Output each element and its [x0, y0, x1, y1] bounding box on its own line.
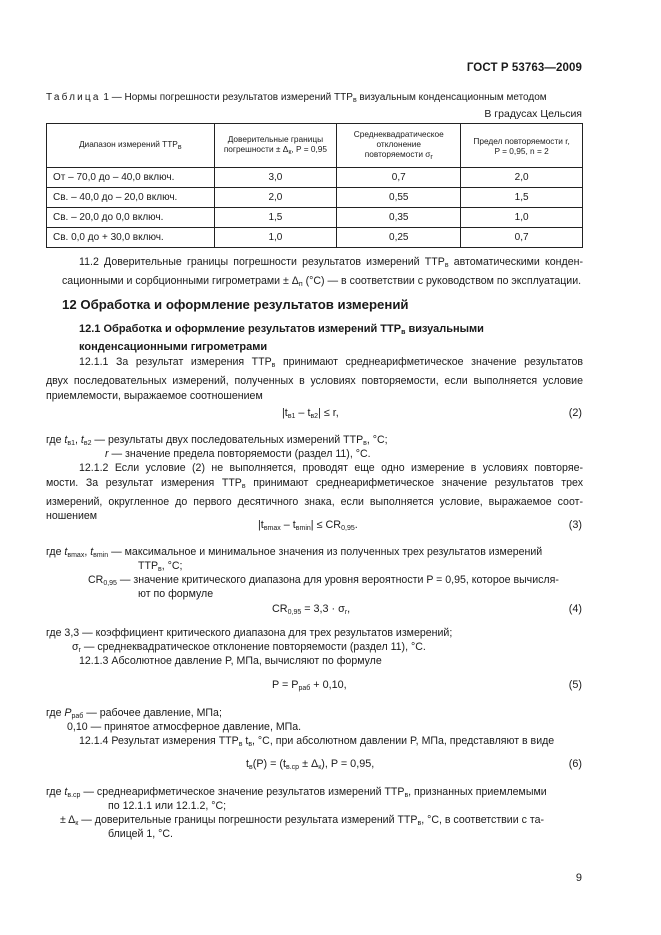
paragraph-12-1-4: 12.1.4 Результат измерения $ТТР_в$ $t_в$, °С, при абсолютном давлении P, МПа, представляют в виде [79, 735, 555, 748]
header-repeatability: Предел повторяемости r, P = 0,95, n = 2 [461, 124, 583, 168]
cell-range: От – 70,0 до – 40,0 включ. [47, 168, 215, 188]
cell-delta: 2,0 [214, 188, 337, 208]
page-number: 9 [575, 872, 582, 884]
where-2-line2: r — значение предела повторяемости (раздел 11), °С. [105, 448, 371, 460]
paragraph-11-2: 11.2 Доверительные границы погрешности результатов измерений $ТТР_в$ автоматическими конден- сационными и сорбционными гигрометрами ± $\Delta_п$ (°С) — в соответствии с руководством по эксплуатации. [62, 256, 583, 288]
table-caption-sub: в [352, 97, 357, 104]
paragraph-12-1-3: 12.1.3 Абсолютное давление P, МПа, вычисляют по формуле [79, 655, 382, 667]
equation-6: $t_в(P) = (t_{в.ср} \pm \Delta_к)$, P = 0,95, [246, 758, 375, 771]
equation-2: $|t_{в1} - t_{в2}| \le r$, [282, 407, 339, 420]
table-header-row [47, 124, 583, 168]
table-row [47, 208, 583, 228]
cell-r: 2,0 [461, 168, 583, 188]
equation-5-number: (5) [568, 679, 582, 691]
where-6-line3: ± $\Delta_к$ — доверительные границы погрешности результата измерений $ТТР_в$, °С, в соответствии с та- [60, 814, 544, 827]
cell-sigma: 0,55 [337, 188, 461, 208]
where-2-line1: где $t_{в1}$, $t_{в2}$ — результаты двух последовательных измерений $ТТР_в$, °С; [46, 434, 388, 447]
paragraph-12-1-2: 12.1.2 Если условие (2) не выполняется, проводят еще одно измерение в условиях повторяе- мости. За результат измерения $ТТР_в$ принимают среднеарифметическое значение результатов трех измерений, округленное до первого десятичного знака, если выполняется условие, выражаемое соот- ношением [46, 462, 583, 523]
header-range: Диапазон измерений $ТТР_в$ [47, 124, 215, 168]
table-caption-text: 1 — Нормы погрешности результатов измерений ТТР [103, 92, 353, 103]
where-5-line2: 0,10 — принятое атмосферное давление, МПа. [67, 721, 302, 733]
cell-delta: 1,5 [214, 208, 337, 228]
header-delta: Доверительные границы погрешности ± $\Delta_к$, P = 0,95 [214, 124, 337, 168]
paragraph-12-1-1: 12.1.1 За результат измерения $ТТР_в$ принимают среднеарифметическое значение результатов двух последовательных измерений, полученных в условиях повторяемости, если выполняется условие приемлемости, выражаемое соотношением [46, 356, 583, 402]
cell-delta: 3,0 [214, 168, 337, 188]
where-3-line2: $ТТР_в$, °С; [138, 560, 183, 573]
cell-sigma: 0,7 [337, 168, 461, 188]
cell-range: Св. – 20,0 до 0,0 включ. [47, 208, 215, 228]
where-4-line2: $\sigma_r$ — среднеквадратическое отклонение повторяемости (раздел 11), °С. [72, 641, 426, 654]
document-id: ГОСТ Р 53763—2009 [466, 62, 582, 74]
equation-3: $|t_{вmax} - t_{вmin}| \le CR_{0,95}$. [258, 519, 358, 532]
table-caption-tail: визуальным конденсационным методом [356, 92, 547, 103]
cell-range: Св. 0,0 до + 30,0 включ. [47, 228, 215, 248]
equation-3-number: (3) [568, 519, 582, 531]
subsection-12-1-title: 12.1 Обработка и оформление результатов измерений $ТТР_в$ визуальными конденсационными гигрометрами [79, 323, 484, 353]
equation-5: $P = P_{раб} + 0,10$, [272, 679, 347, 692]
table-row [47, 188, 583, 208]
cell-sigma: 0,25 [337, 228, 461, 248]
header-sigma: Среднеквадратическое отклонение повторяемости $\sigma_r$ [337, 124, 461, 168]
equation-2-number: (2) [568, 407, 582, 419]
table-row [47, 168, 583, 188]
cell-range: Св. – 40,0 до – 20,0 включ. [47, 188, 215, 208]
cell-r: 1,0 [461, 208, 583, 228]
table-caption [46, 92, 547, 104]
table-caption-label: Таблица [46, 92, 101, 103]
where-6-line2: по 12.1.1 или 12.1.2, °С; [108, 800, 227, 812]
where-6-line4: блицей 1, °С. [108, 828, 174, 840]
where-3-line4: ют по формуле [138, 588, 214, 600]
section-12-title: 12 Обработка и оформление результатов измерений [62, 297, 409, 312]
table-units: В градусах Цельсия [484, 108, 582, 120]
equation-6-number: (6) [568, 758, 582, 770]
cell-r: 0,7 [461, 228, 583, 248]
cell-r: 1,5 [461, 188, 583, 208]
equation-4-number: (4) [568, 603, 582, 615]
norms-table [46, 123, 583, 248]
where-6-line1: где $t_{в.ср}$ — среднеарифметическое значение результатов измерений $ТТР_в$, признанных приемлемыми [46, 786, 547, 799]
where-3-line1: где $t_{вmax}$, $t_{вmin}$ — максимальное и минимальное значения из полученных трех результатов измерений [46, 546, 543, 559]
equation-4: $CR_{0,95} = 3,3 \cdot \sigma_r$, [272, 603, 351, 616]
where-5-line1: где $P_{раб}$ — рабочее давление, МПа; [46, 707, 222, 720]
where-4-line1: где 3,3 — коэффициент критического диапазона для трех результатов измерений; [46, 627, 453, 639]
where-3-line3: $CR_{0,95}$ — значение критического диапазона для уровня вероятности P = 0,95, которое вычисля- [88, 574, 559, 587]
cell-delta: 1,0 [214, 228, 337, 248]
table-row [47, 228, 583, 248]
cell-sigma: 0,35 [337, 208, 461, 228]
